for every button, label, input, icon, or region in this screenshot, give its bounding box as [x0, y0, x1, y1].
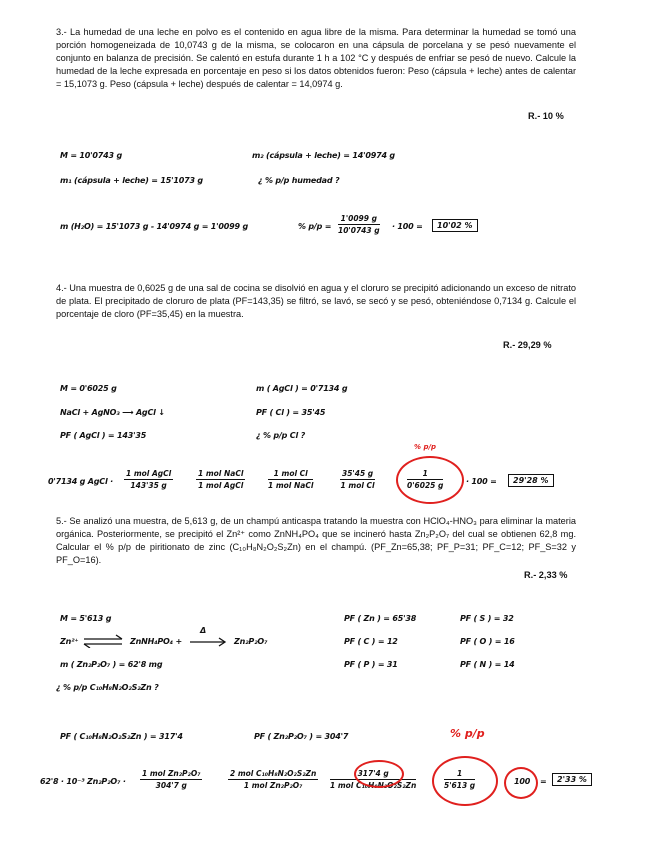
p4-start: 0'7134 g AgCl · [48, 477, 113, 486]
p3-fraction-numerator: 1'0099 g [338, 214, 380, 225]
p5-pf-compound: PF ( C₁₀H₈N₂O₂S₂Zn ) = 317'4 [60, 732, 183, 741]
p4-times-100: · 100 = [466, 477, 497, 486]
p4-sample-mass: M = 0'6025 g [60, 384, 117, 393]
p4-factor-2-den: 1 mol AgCl [198, 481, 244, 490]
p4-factor-5-num: 1 [407, 469, 443, 480]
p3-sample-mass: M = 10'0743 g [60, 151, 122, 160]
p5-heat-arrow [188, 637, 228, 647]
p4-factor-1 [124, 469, 173, 490]
p3-fraction [338, 214, 380, 235]
problem-4-statement: 4.- Una muestra de 0,6025 g de una sal de cocina se disolvió en agua y el cloruro se precipitó adicionando un exceso de nitrato de plata. El precipitado de cloruro de plata (PF=143,35) se filtró, se lavó, se secó y se pesó, obteniéndose 0,7134 g. Calcule el porcentaje de cloro (PF=35,45) en la muestra. [56, 283, 576, 319]
p4-red-circle [396, 456, 464, 504]
p4-agcl-mass: m ( AgCl ) = 0'7134 g [256, 384, 348, 393]
p5-hundred: 100 [514, 777, 531, 786]
p5-equals: = [540, 777, 547, 786]
p5-equilibrium-arrow [82, 634, 124, 648]
p4-factor-2 [196, 469, 245, 490]
p4-factor-3-num: 1 mol Cl [268, 469, 313, 480]
p5-mass-pyro: m ( Zn₂P₂O₇ ) = 62'8 mg [60, 660, 163, 669]
p5-pf-s: PF ( S ) = 32 [460, 614, 514, 623]
p5-factor-4-den: 5'613 g [444, 781, 476, 790]
p5-pf-zn: PF ( Zn ) = 65'38 [344, 614, 417, 623]
p4-reaction: NaCl + AgNO₃ ⟶ AgCl ↓ [60, 408, 165, 417]
p4-factor-3-den: 1 mol NaCl [268, 481, 314, 490]
p5-factor-1-den: 304'7 g [155, 781, 187, 790]
problem-4-answer: R.- 29,29 % [503, 340, 552, 350]
p5-pf-n: PF ( N ) = 14 [460, 660, 515, 669]
p4-result-box: 29'28 % [508, 474, 554, 487]
p5-reaction-zn: Zn²⁺ [60, 637, 79, 646]
p5-factor-2 [228, 769, 318, 790]
p3-water-mass: m (H₂O) = 15'1073 g - 14'0974 g = 1'0099 g [60, 222, 248, 231]
p4-red-note: % p/p [414, 443, 437, 451]
p4-factor-2-num: 1 mol NaCl [198, 469, 244, 478]
p5-factor-4-num: 1 [444, 769, 475, 780]
problem-3-statement: 3.- La humedad de una leche en polvo es el contenido en agua libre de la misma. Para determinar la humedad se tomó una porción homogeneizada de 10,0743 g de la misma, se colocaron en una cápsula de porcelana y se pesó nuevamente el conjunto en balanza de precisión. Se calentó en estufa durante 1 h a 102 °C y después de enfriar se pesó de nuevo. Calcule la humedad de la leche expresada en porcentaje en peso si los datos obtenidos fueron: Peso (cápsula + leche) antes de calentar = 15,1073 g. Peso (cápsula + leche) después de calentar = 14,0974 g. [56, 27, 576, 89]
p4-factor-1-num: 1 mol AgCl [126, 469, 172, 478]
p5-delta: Δ [200, 626, 206, 635]
p4-factor-4-den: 1 mol Cl [340, 481, 375, 490]
p5-pf-c: PF ( C ) = 12 [344, 637, 398, 646]
problem-5-statement: 5.- Se analizó una muestra, de 5,613 g, de un champú anticaspa tratando la muestra con HClO₄-HNO₃ para eliminar la materia orgánica. Posteriormente, se precipitó el Zn²⁺ como ZnNH₄PO₄ que se incineró hasta Zn₂P₂O₇ del cual se obtienen 62,8 mg. Calcular el % p/p de piritionato de zinc (C₁₀H₈N₂O₂S₂Zn) en el champú. (PF_Zn=65,38; PF_P=31; PF_C=12; PF_S=32 y PF_O=16). [56, 516, 576, 565]
p5-result-box: 2'33 % [552, 773, 592, 786]
p3-times-100: · 100 = [392, 222, 423, 231]
p5-red-circle-100 [504, 767, 538, 799]
p5-factor-1 [140, 769, 202, 790]
p4-factor-3 [268, 469, 313, 490]
p5-red-circle-denominator [432, 756, 498, 806]
p3-mass-after: m₂ (cápsula + leche) = 14'0974 g [252, 151, 395, 160]
p4-question: ¿ % p/p Cl ? [256, 431, 306, 440]
p5-pf-pyro: PF ( Zn₂P₂O₇ ) = 304'7 [254, 732, 349, 741]
p5-start: 62'8 · 10⁻³ Zn₂P₂O₇ · [40, 777, 126, 786]
p3-question: ¿ % p/p humedad ? [258, 176, 340, 185]
p4-factor-4-num: 35'45 g [342, 469, 374, 478]
p5-red-circle-317 [354, 760, 404, 788]
p3-result-box: 10'02 % [432, 219, 478, 232]
p4-pf-cl: PF ( Cl ) = 35'45 [256, 408, 326, 417]
p5-reaction-product: Zn₂P₂O₇ [234, 637, 268, 646]
problem-5-answer: R.- 2,33 % [524, 570, 568, 580]
p5-factor-2-den: 1 mol Zn₂P₂O₇ [243, 781, 303, 790]
p3-mass-before: m₁ (cápsula + leche) = 15'1073 g [60, 176, 203, 185]
p3-fraction-denominator: 10'0743 g [338, 226, 380, 235]
problem-3-answer: R.- 10 % [528, 111, 564, 121]
p5-factor-3-num: 317'4 g [330, 769, 416, 780]
p4-factor-5-den: 0'6025 g [407, 481, 444, 490]
p5-factor-1-num: 1 mol Zn₂P₂O₇ [142, 769, 201, 778]
p5-question: ¿ % p/p C₁₀H₈N₂O₂S₂Zn ? [56, 683, 159, 692]
p5-pf-p: PF ( P ) = 31 [344, 660, 398, 669]
p3-percent-label: % p/p = [298, 222, 332, 231]
p5-factor-2-num: 2 mol C₁₀H₈N₂O₂S₂Zn [230, 769, 317, 778]
p5-factor-3-den: 1 mol C₁₀H₈N₂O₂S₂Zn [330, 781, 417, 790]
p5-red-note: % p/p [450, 727, 485, 740]
p4-factor-4 [340, 469, 375, 490]
p4-factor-1-den: 143'35 g [130, 481, 167, 490]
p5-sample-mass: M = 5'613 g [60, 614, 112, 623]
p5-pf-o: PF ( O ) = 16 [460, 637, 515, 646]
p5-reaction-precipitate: ZnNH₄PO₄ + [130, 637, 183, 646]
p4-pf-agcl: PF ( AgCl ) = 143'35 [60, 431, 147, 440]
